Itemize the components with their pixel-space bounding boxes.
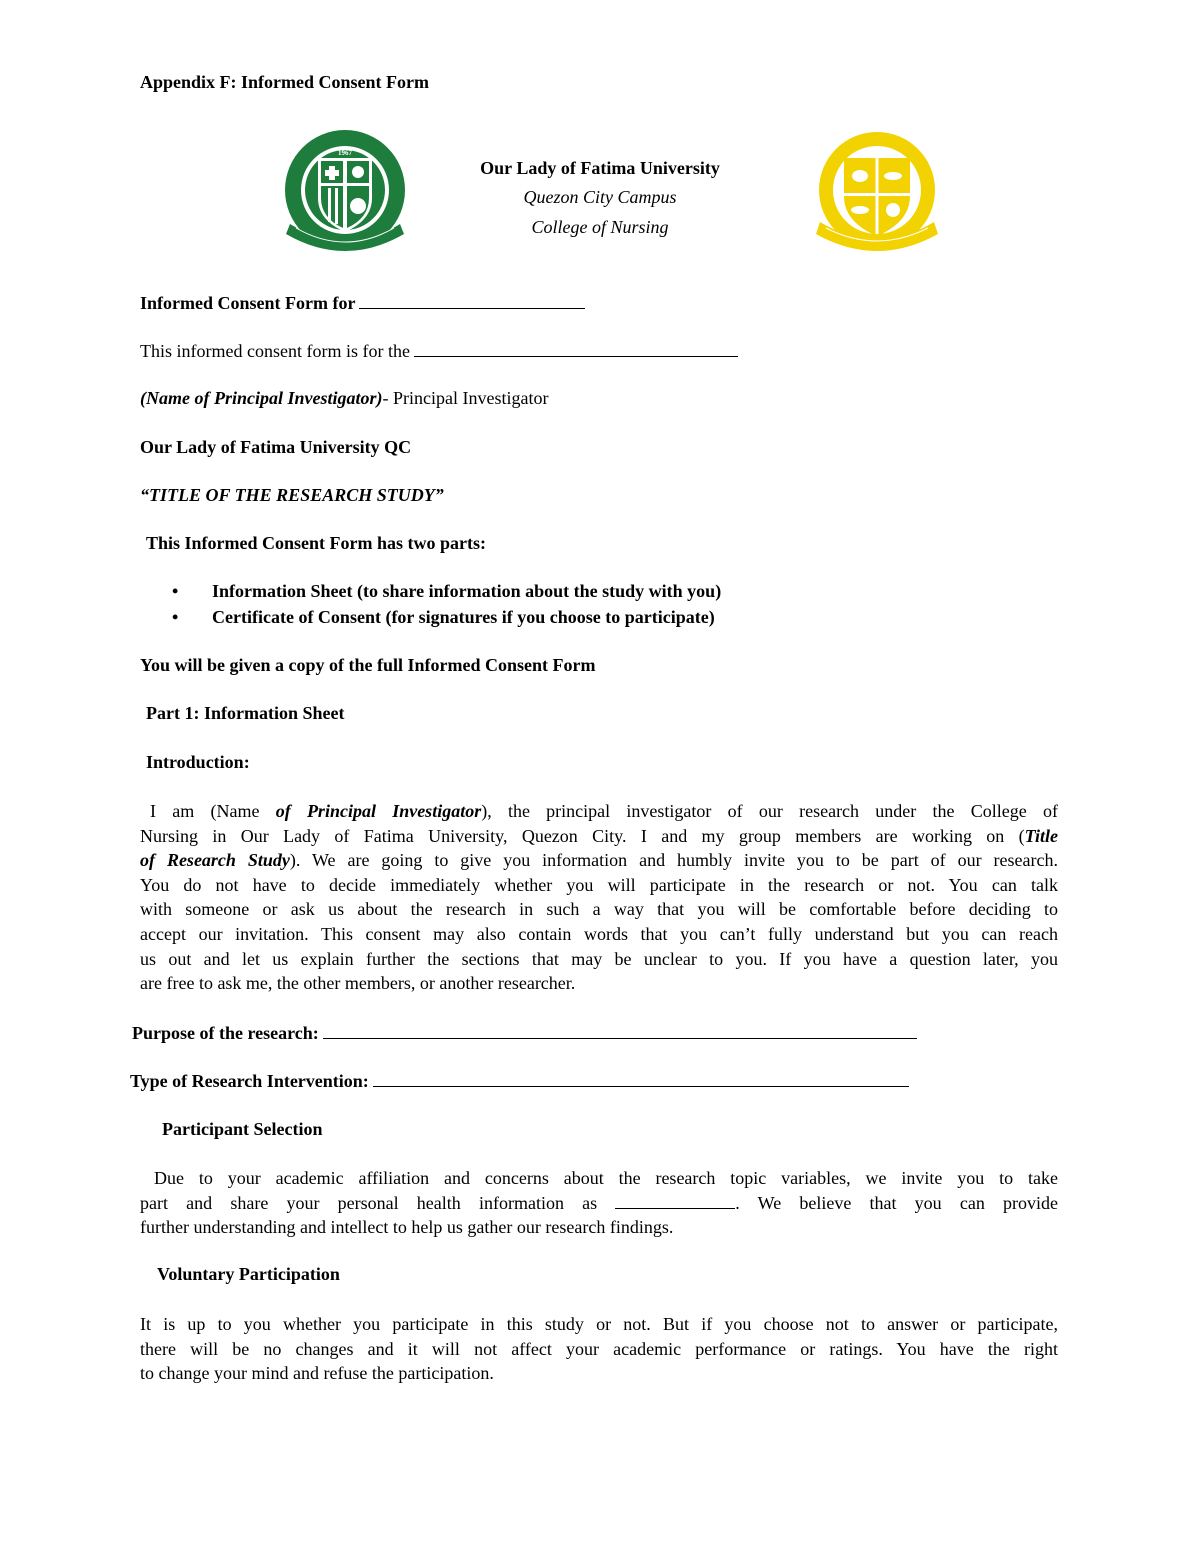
parts-intro: This Informed Consent Form has two parts:	[146, 533, 487, 553]
introduction-paragraph: I am (Name of Principal Investigator), the principal investigator of our research under the College of Nursing in Our Lady of Fatima University, Quezon City. I and my group members are working on (Title of Research Study). We are going to give you information and humbly invite you to be part of our research. You do not have to decide immediately whether you will participate in the research or not. You can talk with someone or ask us about the research in such a way that you will be comfortable before deciding to accept our invitation. This consent may also contain words that you can’t fully understand but you can reach us out and let us explain further the sections that may be unclear to you. If you have a question later, you are free to ask me, the other members, or another researcher.	[140, 801, 1058, 994]
parts-list	[160, 578, 721, 630]
intervention-blank[interactable]	[373, 1070, 909, 1087]
purpose-field[interactable]	[132, 1022, 917, 1044]
form-is-for-blank[interactable]	[414, 340, 738, 357]
study-title: “TITLE OF THE RESEARCH STUDY”	[140, 485, 444, 505]
intervention-field[interactable]	[130, 1070, 909, 1092]
form-for-label: Informed Consent Form for	[140, 293, 356, 313]
participant-selection-paragraph: Due to your academic affiliation and concerns about the research topic variables, we invite you to take part and share your personal health information as . We believe that you can provide further understanding and intellect to help us gather our research findings.	[140, 1168, 1058, 1238]
bullet-icon: •	[172, 607, 179, 627]
part1-heading: Part 1: Information Sheet	[146, 703, 345, 723]
investigator-name-placeholder: (Name of Principal Investigator)	[140, 388, 383, 408]
voluntary-participation-paragraph: It is up to you whether you participate in this study or not. But if you choose not to answer or participate, there will be no changes and it will not affect your academic performance or ratings. You have the right to change your mind and refuse the participation.	[140, 1314, 1058, 1384]
list-item: • Certificate of Consent (for signatures if you choose to participate)	[160, 604, 721, 630]
institution-line: Our Lady of Fatima University QC	[140, 437, 412, 457]
participant-selection-heading: Participant Selection	[162, 1119, 323, 1139]
campus-name: Quezon City Campus	[523, 187, 677, 207]
list-item: • Information Sheet (to share information about the study with you)	[160, 578, 721, 604]
form-for-blank[interactable]	[359, 292, 585, 309]
university-name: Our Lady of Fatima University	[480, 158, 720, 178]
bullet-icon: •	[172, 581, 179, 601]
purpose-blank[interactable]	[323, 1022, 917, 1039]
investigator-line	[140, 388, 548, 409]
form-is-for-label: This informed consent form is for the	[140, 341, 410, 361]
investigator-role: - Principal Investigator	[382, 388, 549, 408]
purpose-label: Purpose of the research:	[132, 1023, 319, 1043]
copy-note: You will be given a copy of the full Informed Consent Form	[140, 655, 596, 675]
introduction-heading: Introduction:	[146, 752, 250, 772]
intervention-label: Type of Research Intervention:	[130, 1071, 369, 1091]
health-info-blank[interactable]	[615, 1192, 735, 1209]
form-is-for-field[interactable]	[140, 340, 738, 362]
college-name: College of Nursing	[531, 217, 669, 237]
voluntary-participation-heading: Voluntary Participation	[157, 1264, 340, 1284]
form-for-field[interactable]	[140, 292, 585, 314]
svg-text:1967: 1967	[338, 149, 352, 157]
appendix-title: Appendix F: Informed Consent Form	[140, 72, 430, 92]
college-of-nursing-seal-icon	[808, 130, 946, 256]
